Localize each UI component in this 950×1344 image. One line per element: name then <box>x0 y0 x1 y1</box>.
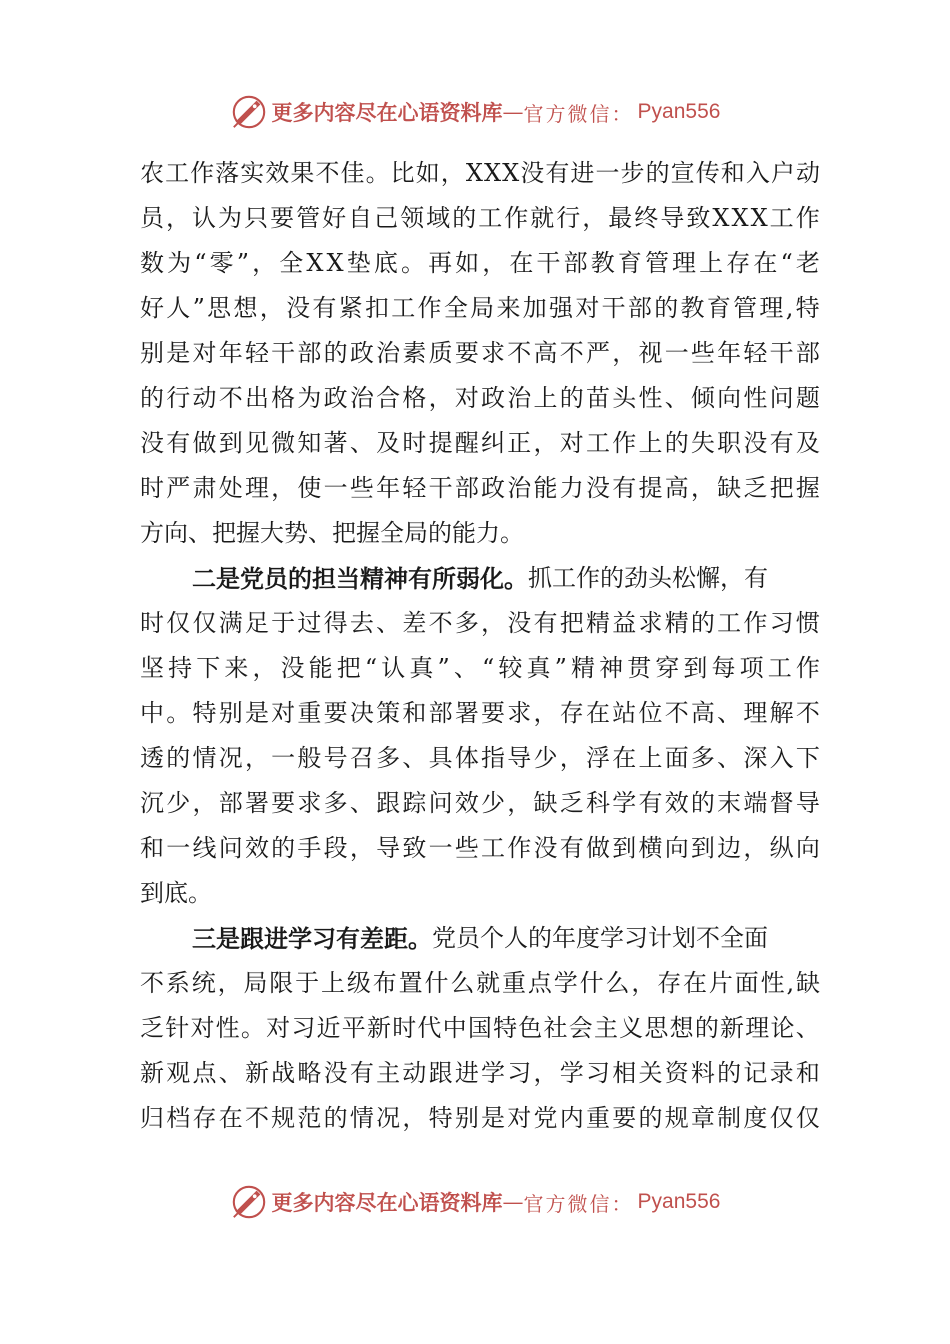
text-line: 坚 持 下 来 ， 没 能 把 “ 认 真 ” 、 “ 较 真 ” 精 神 贯 穿 到 每 项 工 作 <box>140 654 820 682</box>
paragraph-lead: 党员个人的年度学习计划不全面 <box>432 924 768 952</box>
paragraph-start <box>140 916 820 961</box>
document-body <box>140 151 820 1141</box>
text-line: 归 档 存 在 不 规 范 的 情 况 ， 特 别 是 对 党 内 重 要 的 规 章 制 度 仅 仅 <box>140 1104 820 1132</box>
banner-brand: 更多内容尽在心语资料库 <box>271 100 503 125</box>
banner-label: 官方微信： <box>523 1191 634 1216</box>
text-line: 透 的 情 况 ， 一 般 号 召 多 、 具 体 指 导 少 ， 浮 在 上 面 多 、 深 入 下 <box>140 744 820 772</box>
text-line: 别 是 对 年 轻 干 部 的 政 治 素 质 要 求 不 高 不 严 ， 视 一 些 年 轻 干 部 <box>140 339 820 367</box>
text-line: 到底。 <box>140 879 212 907</box>
banner-dash: — <box>502 1190 524 1214</box>
footer-banner <box>0 1182 950 1222</box>
text-line: 沉 少 ， 部 署 要 求 多 、 跟 踪 问 效 少 ， 缺 乏 科 学 有 效 的 末 端 督 导 <box>140 789 820 817</box>
text-line: 数 为 “ 零 ” ， 全 X X 垫 底 。 再 如 ， 在 干 部 教 育 管 理 上 存 在 “ 老 <box>140 249 820 277</box>
paragraph-heading: 三是跟进学习有差距。 <box>192 924 432 953</box>
text-line: 不 系 统 ， 局 限 于 上 级 布 置 什 么 就 重 点 学 什 么 ， 存 在 片 面 性 , 缺 <box>140 969 820 997</box>
banner-wechat-id: Pyan556 <box>637 100 721 123</box>
text-line: 时 严 肃 处 理 ， 使 一 些 年 轻 干 部 政 治 能 力 没 有 提 高 ， 缺 乏 把 握 <box>140 474 820 502</box>
paragraph-heading: 二是党员的担当精神有所弱化。 <box>192 564 528 593</box>
text-line: 方向、把握大势、把握全局的能力。 <box>140 519 524 547</box>
banner-brand: 更多内容尽在心语资料库 <box>271 1190 503 1215</box>
banner-dash: — <box>502 100 524 124</box>
banner-wechat-id: Pyan556 <box>637 1190 721 1213</box>
text-line: 农 工 作 落 实 效 果 不 佳 。 比 如 ， X X X 没 有 进 一 步 的 宣 传 和 入 户 动 <box>140 159 820 187</box>
text-line: 员 ， 认 为 只 要 管 好 自 己 领 域 的 工 作 就 行 ， 最 终 导 致 X X X 工 作 <box>140 204 820 232</box>
banner-label: 官方微信： <box>523 101 634 126</box>
text-line: 新 观 点 、 新 战 略 没 有 主 动 跟 进 学 习 ， 学 习 相 关 资 料 的 记 录 和 <box>140 1059 820 1087</box>
pen-nib-logo-icon <box>230 1183 268 1221</box>
text-line: 中 。 特 别 是 对 重 要 决 策 和 部 署 要 求 ， 存 在 站 位 不 高 、 理 解 不 <box>140 699 820 727</box>
text-line: 乏 针 对 性 。 对 习 近 平 新 时 代 中 国 特 色 社 会 主 义 思 想 的 新 理 论 、 <box>140 1014 820 1042</box>
pen-nib-logo-icon <box>230 93 268 131</box>
text-line: 时 仅 仅 满 足 于 过 得 去 、 差 不 多 ， 没 有 把 精 益 求 精 的 工 作 习 惯 <box>140 609 820 637</box>
text-line: 的 行 动 不 出 格 为 政 治 合 格 ， 对 政 治 上 的 苗 头 性 、 倾 向 性 问 题 <box>140 384 820 412</box>
header-banner <box>0 92 950 132</box>
paragraph-lead: 抓工作的劲头松懈，有 <box>528 564 768 592</box>
text-line: 好 人 ” 思 想 ， 没 有 紧 扣 工 作 全 局 来 加 强 对 干 部 的 教 育 管 理 , 特 <box>140 294 820 322</box>
text-line: 和 一 线 问 效 的 手 段 ， 导 致 一 些 工 作 没 有 做 到 横 向 到 边 ， 纵 向 <box>140 834 820 862</box>
text-line: 没 有 做 到 见 微 知 著 、 及 时 提 醒 纠 正 ， 对 工 作 上 的 失 职 没 有 及 <box>140 429 820 457</box>
paragraph-start <box>140 556 820 601</box>
